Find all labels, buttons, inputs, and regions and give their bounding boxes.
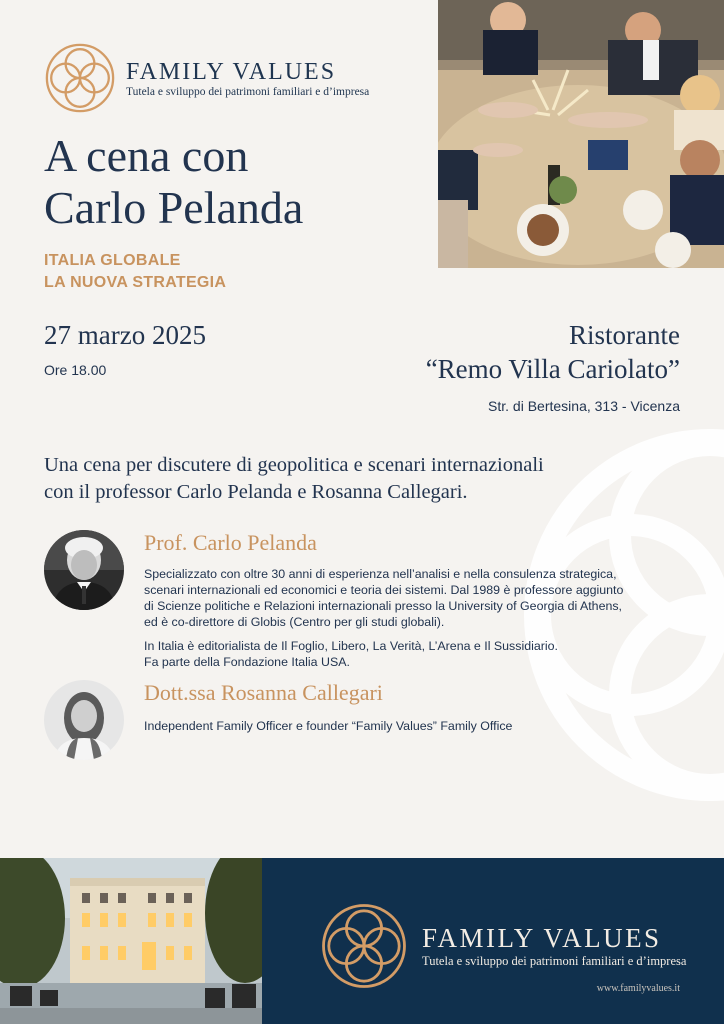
bio-line: Specializzato con oltre 30 anni di esperienza nell’analisi e nella consulenza strategica, [144,567,617,581]
avatar-carlo-pelanda [44,530,124,610]
event-title [44,130,303,234]
speaker-name: Dott.ssa Rosanna Callegari [144,680,383,705]
event-venue [426,318,680,386]
speaker-card-pelanda [44,530,623,670]
intro-line1: Una cena per discutere di geopolitica e scenari internazionali [44,454,544,476]
event-time: Ore 18.00 [44,362,107,378]
speaker-bio [144,718,512,734]
footer-band [0,858,724,1024]
venue-line1: Ristorante [569,320,680,350]
bio-line: di Scienze politiche e Relazioni internazionali presso la University of Georgia di Athens, [144,599,622,613]
bio-line: Fa parte della Fondazione Italia USA. [144,655,350,669]
event-title-line2: Carlo Pelanda [44,182,304,233]
event-intro [44,452,684,506]
speaker-bio [144,566,623,670]
event-subtitle-line2: LA NUOVA STRATEGIA [44,274,227,291]
bio-line: scenari internazionali ed economici e teoria dei sistemi. Dal 1989 è professore aggiunto [144,583,624,597]
family-values-logo-icon [320,902,408,990]
event-title-line1: A cena con [44,130,249,181]
venue-line2: “Remo Villa Cariolato” [425,354,680,384]
dinner-toast-photo [438,0,724,268]
brand-name: FAMILY VALUES [422,923,662,953]
speaker-card-callegari [44,680,512,760]
event-date: 27 marzo 2025 [44,320,206,350]
bio-line: Independent Family Officer e founder “Family Values” Family Office [144,719,513,733]
brand-logo-header [44,42,369,114]
bio-line: In Italia è editorialista de Il Foglio, Libero, La Verità, L’Arena e Il Sussidiario. [144,639,558,653]
avatar-rosanna-callegari [44,680,124,760]
venue-address: Str. di Bertesina, 313 - Vicenza [488,398,680,414]
brand-tagline: Tutela e sviluppo dei patrimoni familiari e d’impresa [126,85,370,98]
brand-logo-footer [320,902,686,990]
speaker-name: Prof. Carlo Pelanda [144,530,317,555]
event-subtitle [44,250,226,294]
website-link[interactable]: www.familyvalues.it [596,983,680,994]
bio-line: ed è co-direttore di Globis (Centro per gli studi globali). [144,615,445,629]
brand-tagline: Tutela e sviluppo dei patrimoni familiari e d’impresa [422,954,687,968]
footer-brand-panel [262,858,724,1024]
intro-line2: con il professor Carlo Pelanda e Rosanna Callegari. [44,481,468,503]
brand-name: FAMILY VALUES [126,58,337,85]
villa-photo [0,858,262,1024]
event-subtitle-line1: ITALIA GLOBALE [44,252,181,269]
family-values-logo-icon [44,42,116,114]
